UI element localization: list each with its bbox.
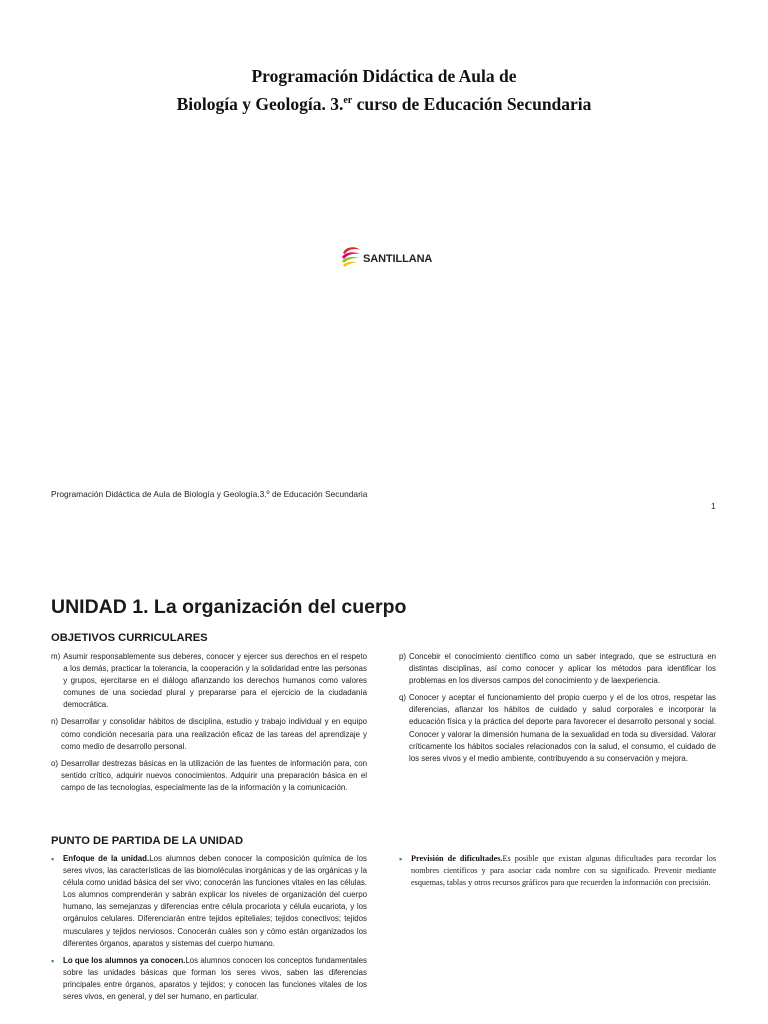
bullet-label: Lo que los alumnos ya conocen. bbox=[63, 955, 186, 965]
bullet-text: Es posible que existan algunas dificultades para recordar los nombres científicos y para asociar cada nombre con su significado. Prevenir mediante esquemas, tablas y otros recursos gráficos para que recuerden la información con precisión. bbox=[411, 854, 716, 888]
objectives-heading: OBJETIVOS CURRICULARES bbox=[51, 632, 208, 644]
bullet-label: Enfoque de la unidad. bbox=[63, 854, 150, 863]
objective-text: Concebir el conocimiento científico como un saber integrado, que se estructura en distintas disciplinas, así como conocer y aplicar los métodos para identificar los problemas en los diversos campos del conocimiento y de laexperiencia. bbox=[409, 652, 716, 686]
title-line-2-sup: er bbox=[343, 95, 353, 107]
start-bullet-item bbox=[51, 853, 367, 950]
bullet-icon: ▪ bbox=[399, 854, 403, 864]
objective-item bbox=[399, 651, 716, 687]
objective-letter: q) bbox=[399, 693, 407, 703]
objective-text: Desarrollar destrezas básicas en la utilización de las fuentes de información para, con sentido crítico, adquirir nuevos conocimientos. Adquirir una preparación básica en el campo de las tecnologías, especialmente las de la información y la comunicación. bbox=[61, 758, 367, 792]
title-line-2-pre: Biología y Geología. 3. bbox=[176, 94, 344, 114]
objective-letter: p) bbox=[399, 652, 407, 661]
bullet-text: Los alumnos conocen los conceptos fundamentales sobre las unidades básicas que forman los seres vivos, saben las diferencias principales entre órganos, aparatos y tejidos; y conocen las funciones vitales de los seres vivos, en general, y del ser humano, en particular. bbox=[63, 955, 367, 1002]
page-number: 1 bbox=[711, 501, 716, 511]
objectives-right-column bbox=[399, 651, 716, 770]
title-line-1: Programación Didáctica de Aula de bbox=[251, 66, 517, 86]
page-footer-text: Programación Didáctica de Aula de Biología y Geología.3.º de Educación Secundaria bbox=[51, 489, 368, 499]
unit-title: UNIDAD 1. La organización del cuerpo bbox=[51, 596, 407, 618]
objective-text: Asumir responsablemente sus deberes, conocer y ejercer sus derechos en el respeto a los demás, practicar la tolerancia, la cooperación y la solidaridad entre las personas y grupos, ejercitarse en el diálogo afianzando los derechos humanos como valores comunes de una sociedad plural y prepararse para el ejercicio de la ciudadanía democrática. bbox=[63, 652, 367, 710]
santillana-logo bbox=[340, 244, 432, 270]
objective-item bbox=[51, 651, 367, 711]
objective-text: Conocer y aceptar el funcionamiento del propio cuerpo y el de los otros, respetar las diferencias, afianzar los hábitos de cuidado y salud corporales e incorporar la educación física y la práctica del deporte para favorecer el desarrollo personal y social. Conocer y valorar la dimensión humana de la sexualidad en toda su diversidad. Valorar críticamente los hábitos sociales relacionados con la salud, el consumo, el cuidado de los seres vivos y el medio ambiente, contribuyendo a su conservación y mejora. bbox=[409, 693, 716, 763]
start-bullet-item bbox=[51, 955, 367, 1003]
start-right-column bbox=[399, 853, 716, 894]
objective-letter: m) bbox=[51, 652, 61, 661]
document-title bbox=[0, 62, 768, 118]
objective-item bbox=[51, 716, 367, 752]
title-line-2-post: curso de Educación Secundaria bbox=[352, 94, 592, 114]
start-left-column bbox=[51, 853, 367, 1008]
bullet-label: Previsión de dificultades. bbox=[411, 854, 503, 863]
objective-letter: o) bbox=[51, 758, 59, 768]
objectives-left-column bbox=[51, 651, 367, 799]
bullet-text: Los alumnos deben conocer la composición química de los seres vivos, las características de las biomoléculas inorgánicas y de las orgánicas y la célula como unidad básica del ser vivo; conocerán las funciones vitales en las células. Los alumnos comprenderán y sabrán explicar los niveles de organización del cuerpo humano, las semejanzas y diferencias entre célula procariota y célula eucariota, y los orgánulos celulares. Diferenciarán entre tejidos epiteliales; tejidos conectivos; tejidos musculares y tejidos nerviosos. Conocerán cuáles son y cómo están organizados los diferentes órganos, aparatos y sistemas del cuerpo humano. bbox=[63, 854, 367, 948]
objective-letter: n) bbox=[51, 717, 59, 727]
start-heading: PUNTO DE PARTIDA DE LA UNIDAD bbox=[51, 835, 244, 847]
objective-item bbox=[399, 692, 716, 765]
start-bullet-item bbox=[399, 853, 716, 889]
bullet-icon: ▪ bbox=[51, 955, 55, 966]
logo-text: SANTILLANA bbox=[363, 253, 433, 265]
title-line-2 bbox=[0, 90, 768, 118]
bullet-icon: ▪ bbox=[51, 854, 55, 864]
objective-text: Desarrollar y consolidar hábitos de disciplina, estudio y trabajo individual y en equipo como condición necesaria para una realización eficaz de las tareas del aprendizaje y como medio de desarrollo personal. bbox=[61, 717, 367, 751]
objective-item bbox=[51, 758, 367, 794]
santillana-swoosh-icon bbox=[340, 245, 362, 269]
